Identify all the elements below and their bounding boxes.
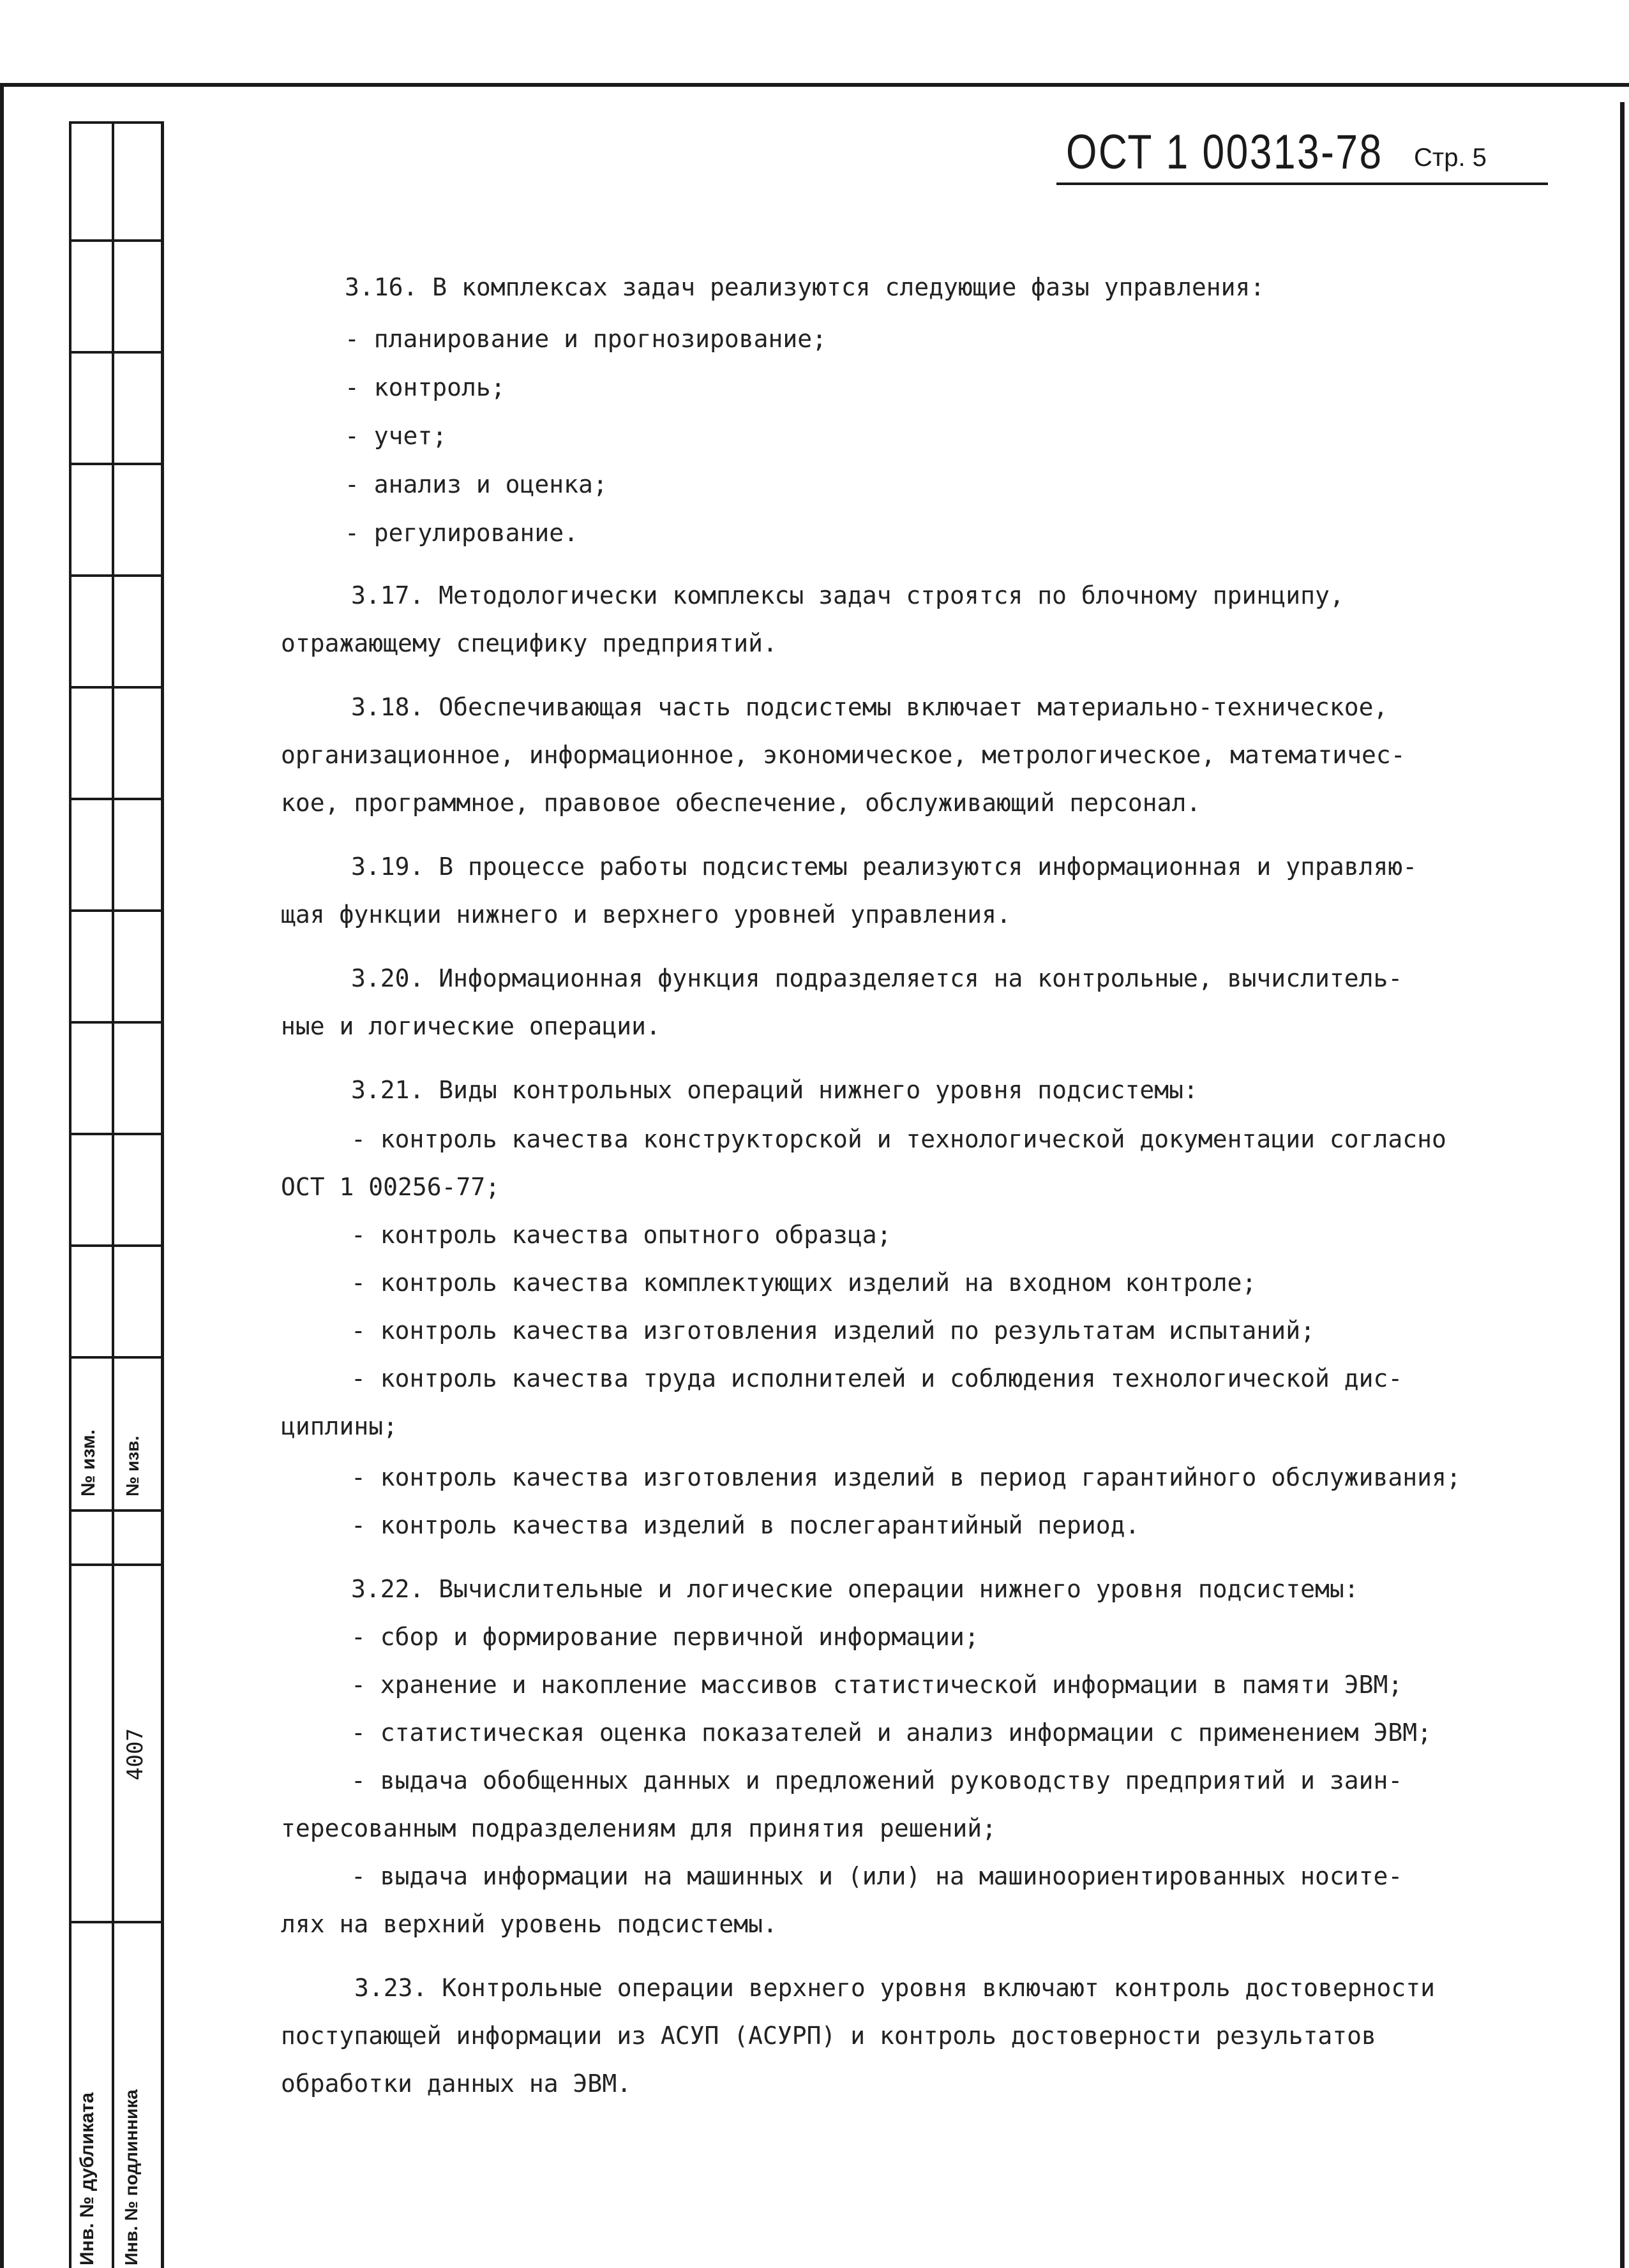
section-3-23-text: 3.23. Контрольные операции верхнего уровня включают контроль достоверности	[354, 1974, 1435, 2002]
list-item: - контроль качества труда исполнителей и соблюдения технологической дис-	[351, 1364, 1403, 1392]
list-item: - выдача информации на машинных и (или) на машиноориентированных носите-	[351, 1862, 1403, 1890]
section-3-21-heading: 3.21. Виды контрольных операций нижнего уровня подсистемы:	[351, 1076, 1198, 1104]
list-item: - учет;	[345, 422, 447, 450]
section-3-20-text: 3.20. Информационная функция подразделяется на контрольные, вычислитель-	[351, 964, 1403, 992]
list-item: - статистическая оценка показателей и анализ информации с применением ЭВМ;	[351, 1719, 1432, 1747]
text-line: щая функции нижнего и верхнего уровней управления.	[281, 900, 1011, 929]
text-line: ОСТ 1 00256-77;	[281, 1173, 500, 1201]
list-item: - планирование и прогнозирование;	[345, 325, 827, 353]
margin-row	[69, 1921, 164, 1923]
text-line: циплины;	[281, 1412, 398, 1440]
page-header	[1066, 124, 1545, 185]
section-3-17-text: 3.17. Методологически комплексы задач строятся по блочному принципу,	[351, 581, 1344, 609]
list-item: - контроль качества изделий в послегарантийный период.	[351, 1511, 1140, 1539]
margin-top-rule	[69, 121, 164, 124]
list-item: - контроль качества изготовления изделий в период гарантийного обслуживания;	[351, 1463, 1461, 1491]
margin-row	[69, 351, 164, 354]
text-line: обработки данных на ЭВМ.	[281, 2070, 632, 2098]
margin-line-1	[69, 121, 71, 2268]
list-item: - контроль;	[345, 373, 506, 401]
text-line: ные и логические операции.	[281, 1012, 661, 1040]
text-line: кое, программное, правовое обеспечение, обслуживающий персонал.	[281, 789, 1201, 817]
inventory-number-value: 4007	[123, 1728, 148, 1780]
text-line: отражающему специфику предприятий.	[281, 629, 777, 657]
list-item: - регулирование.	[345, 519, 579, 547]
header-rule	[1056, 183, 1548, 185]
list-item: - сбор и формирование первичной информации;	[351, 1623, 979, 1651]
text-line: лях на верхний уровень подсистемы.	[281, 1910, 777, 1938]
section-3-16-heading: 3.16. В комплексах задач реализуются следующие фазы управления:	[345, 273, 1265, 301]
page-frame-right	[1620, 102, 1625, 2268]
margin-row	[69, 1133, 164, 1135]
section-3-18-text: 3.18. Обеспечивающая часть подсистемы включает материально-техническое,	[351, 693, 1388, 721]
change-number-label: № изм.	[78, 1429, 99, 1496]
text-line: организационное, информационное, экономическое, метрологическое, математичес-	[281, 741, 1406, 769]
page-frame-left	[0, 83, 4, 2268]
margin-row	[69, 1021, 164, 1024]
margin-row	[69, 239, 164, 242]
section-3-19-text: 3.19. В процессе работы подсистемы реализуются информационная и управляю-	[351, 853, 1418, 881]
margin-row	[69, 574, 164, 577]
inventory-duplicate-label: Инв. № дубликата	[77, 2092, 98, 2265]
margin-row	[69, 909, 164, 912]
margin-row	[69, 1244, 164, 1247]
margin-row	[69, 1509, 164, 1512]
list-item: - анализ и оценка;	[345, 470, 608, 498]
text-line: тересованным подразделениям для принятия решений;	[281, 1814, 997, 1842]
inventory-original-label: Инв. № подлинника	[121, 2089, 141, 2265]
margin-row	[69, 1356, 164, 1359]
margin-row	[69, 798, 164, 800]
text-line: поступающей информации из АСУП (АСУРП) и контроль достоверности результатов	[281, 2022, 1376, 2050]
document-code: ОСТ 1 00313-78	[1066, 125, 1383, 179]
margin-row	[69, 686, 164, 689]
margin-line-2	[112, 121, 114, 2268]
notice-number-label: № изв.	[123, 1435, 142, 1496]
list-item: - контроль качества конструкторской и технологической документации согласно	[351, 1125, 1446, 1153]
page-frame-top	[0, 83, 1629, 87]
margin-line-3	[161, 121, 164, 2268]
margin-row	[69, 463, 164, 465]
list-item: - контроль качества изготовления изделий по результатам испытаний;	[351, 1317, 1315, 1345]
list-item: - контроль качества комплектующих изделий на входном контроле;	[351, 1269, 1257, 1297]
section-3-22-heading: 3.22. Вычислительные и логические операции нижнего уровня подсистемы:	[351, 1575, 1359, 1603]
list-item: - контроль качества опытного образца;	[351, 1221, 892, 1249]
page-number-label: Стр. 5	[1414, 144, 1487, 172]
list-item: - выдача обобщенных данных и предложений руководству предприятий и заин-	[351, 1766, 1403, 1794]
list-item: - хранение и накопление массивов статистической информации в памяти ЭВМ;	[351, 1671, 1403, 1699]
margin-row	[69, 1563, 164, 1566]
